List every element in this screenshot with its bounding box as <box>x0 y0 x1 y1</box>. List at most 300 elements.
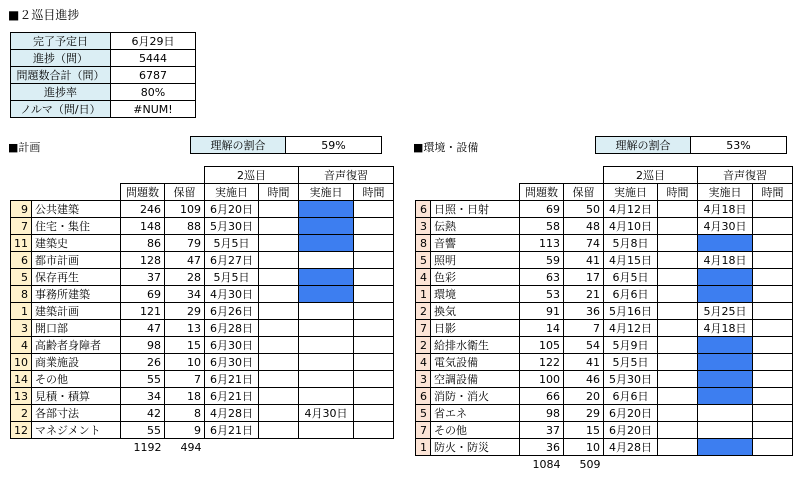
audio-date-cell[interactable]: 5月25日 <box>698 303 753 320</box>
kept-cell[interactable]: 18 <box>165 388 205 405</box>
kept-cell[interactable]: 41 <box>564 252 604 269</box>
audio-date-cell[interactable] <box>299 422 354 439</box>
count-cell[interactable]: 55 <box>121 422 165 439</box>
summary-value[interactable]: 5444 <box>111 50 196 67</box>
kept-cell[interactable]: 47 <box>165 252 205 269</box>
date-cell[interactable]: 6月21日 <box>205 371 259 388</box>
count-cell[interactable]: 37 <box>121 269 165 286</box>
rank-cell[interactable]: 3 <box>416 218 431 235</box>
count-cell[interactable]: 148 <box>121 218 165 235</box>
subject-cell[interactable]: 防火・防災 <box>431 439 520 456</box>
rank-cell[interactable]: 2 <box>416 303 431 320</box>
audio-time-cell[interactable] <box>753 235 793 252</box>
audio-time-cell[interactable] <box>753 439 793 456</box>
time-cell[interactable] <box>259 286 299 303</box>
time-cell[interactable] <box>658 269 698 286</box>
date-cell[interactable]: 6月6日 <box>604 286 658 303</box>
time-cell[interactable] <box>259 235 299 252</box>
table-row <box>416 303 793 320</box>
summary-value[interactable]: 6787 <box>111 67 196 84</box>
table-row <box>416 371 793 388</box>
date-cell[interactable]: 4月30日 <box>205 286 259 303</box>
audio-time-cell[interactable] <box>753 388 793 405</box>
audio-time-cell[interactable] <box>354 286 394 303</box>
table-row <box>11 235 394 252</box>
rank-cell[interactable]: 6 <box>416 388 431 405</box>
kept-cell[interactable]: 7 <box>165 371 205 388</box>
summary-label[interactable]: 進捗率 <box>11 84 111 101</box>
table-row <box>11 388 394 405</box>
audio-date-cell[interactable] <box>299 235 354 252</box>
rank-cell[interactable]: 2 <box>11 405 32 422</box>
count-cell[interactable]: 122 <box>520 354 564 371</box>
time-cell[interactable] <box>658 422 698 439</box>
count-cell[interactable]: 66 <box>520 388 564 405</box>
audio-time-cell[interactable] <box>753 354 793 371</box>
audio-date-cell[interactable] <box>299 371 354 388</box>
audio-time-cell[interactable] <box>753 320 793 337</box>
table-row <box>416 269 793 286</box>
date-cell[interactable]: 6月30日 <box>205 354 259 371</box>
count-cell[interactable]: 42 <box>121 405 165 422</box>
rank-cell[interactable]: 4 <box>416 354 431 371</box>
kept-cell[interactable]: 7 <box>564 320 604 337</box>
date-cell[interactable]: 4月10日 <box>604 218 658 235</box>
audio-time-cell[interactable] <box>354 388 394 405</box>
kept-cell[interactable]: 28 <box>165 269 205 286</box>
right-rate-table <box>595 136 787 154</box>
date-cell[interactable]: 6月20日 <box>604 405 658 422</box>
subject-cell[interactable]: その他 <box>32 371 121 388</box>
audio-time-cell[interactable] <box>354 201 394 218</box>
table-row <box>416 286 793 303</box>
date-cell[interactable]: 6月21日 <box>205 422 259 439</box>
time-cell[interactable] <box>259 269 299 286</box>
audio-time-cell[interactable] <box>753 405 793 422</box>
right-progress-table <box>415 166 793 472</box>
left-time-header: 時間 <box>259 184 299 201</box>
audio-time-cell[interactable] <box>354 303 394 320</box>
time-cell[interactable] <box>259 201 299 218</box>
count-cell[interactable]: 58 <box>520 218 564 235</box>
summary-value[interactable]: 80% <box>111 84 196 101</box>
time-cell[interactable] <box>658 286 698 303</box>
subject-cell[interactable]: 音響 <box>431 235 520 252</box>
count-cell[interactable]: 34 <box>121 388 165 405</box>
subject-cell[interactable]: 環境 <box>431 286 520 303</box>
count-cell[interactable]: 69 <box>520 201 564 218</box>
audio-date-cell[interactable] <box>299 252 354 269</box>
audio-date-cell[interactable] <box>698 371 753 388</box>
summary-label[interactable]: 完了予定日 <box>11 33 111 50</box>
summary-value[interactable]: #NUM! <box>111 101 196 118</box>
audio-time-cell[interactable] <box>753 218 793 235</box>
right-rate-label[interactable]: 理解の割合 <box>596 137 691 154</box>
audio-date-cell[interactable] <box>698 286 753 303</box>
audio-date-cell[interactable]: 4月30日 <box>299 405 354 422</box>
subject-cell[interactable]: 各部寸法 <box>32 405 121 422</box>
time-cell[interactable] <box>259 354 299 371</box>
kept-cell[interactable]: 36 <box>564 303 604 320</box>
time-cell[interactable] <box>658 218 698 235</box>
rank-cell[interactable]: 1 <box>416 439 431 456</box>
count-cell[interactable]: 47 <box>121 320 165 337</box>
table-row <box>11 252 394 269</box>
subject-cell[interactable]: 日影 <box>431 320 520 337</box>
audio-date-cell[interactable] <box>698 439 753 456</box>
date-cell[interactable]: 4月28日 <box>205 405 259 422</box>
table-row <box>11 422 394 439</box>
date-cell[interactable]: 5月5日 <box>604 354 658 371</box>
count-cell[interactable]: 113 <box>520 235 564 252</box>
table-row <box>416 218 793 235</box>
table-row <box>11 201 394 218</box>
audio-date-cell[interactable] <box>299 320 354 337</box>
rank-cell[interactable]: 13 <box>11 388 32 405</box>
summary-label[interactable]: ノルマ（問/日） <box>11 101 111 118</box>
rank-cell[interactable]: 3 <box>416 371 431 388</box>
kept-cell[interactable]: 13 <box>165 320 205 337</box>
date-cell[interactable]: 5月16日 <box>604 303 658 320</box>
summary-row <box>11 101 196 118</box>
kept-cell[interactable]: 17 <box>564 269 604 286</box>
summary-row <box>11 67 196 84</box>
rank-cell[interactable]: 6 <box>416 201 431 218</box>
rank-cell[interactable]: 4 <box>11 337 32 354</box>
subject-cell[interactable]: 色彩 <box>431 269 520 286</box>
time-cell[interactable] <box>259 320 299 337</box>
kept-cell[interactable]: 29 <box>165 303 205 320</box>
date-cell[interactable]: 4月12日 <box>604 320 658 337</box>
date-cell[interactable]: 6月20日 <box>604 422 658 439</box>
subject-cell[interactable]: 商業施設 <box>32 354 121 371</box>
count-cell[interactable]: 26 <box>121 354 165 371</box>
subject-cell[interactable]: 省エネ <box>431 405 520 422</box>
subject-cell[interactable]: マネジメント <box>32 422 121 439</box>
audio-time-cell[interactable] <box>753 303 793 320</box>
right-time-header: 時間 <box>658 184 698 201</box>
kept-cell[interactable]: 10 <box>165 354 205 371</box>
rank-cell[interactable]: 7 <box>416 320 431 337</box>
audio-date-cell[interactable] <box>698 354 753 371</box>
kept-cell[interactable]: 10 <box>564 439 604 456</box>
time-cell[interactable] <box>658 320 698 337</box>
kept-cell[interactable]: 109 <box>165 201 205 218</box>
summary-value[interactable]: 6月29日 <box>111 33 196 50</box>
audio-time-cell[interactable] <box>354 422 394 439</box>
table-row <box>11 303 394 320</box>
right-audio-time-header: 時間 <box>753 184 793 201</box>
left-date-header: 実施日 <box>205 184 259 201</box>
subject-cell[interactable]: 住宅・集住 <box>32 218 121 235</box>
count-cell[interactable]: 59 <box>520 252 564 269</box>
kept-cell[interactable]: 15 <box>165 337 205 354</box>
audio-time-cell[interactable] <box>753 201 793 218</box>
right-audio-header: 音声復習 <box>698 167 793 184</box>
audio-time-cell[interactable] <box>354 252 394 269</box>
page-title: ■２巡目進捗 <box>8 8 80 22</box>
rank-cell[interactable]: 1 <box>11 303 32 320</box>
audio-date-cell[interactable] <box>299 218 354 235</box>
subject-cell[interactable]: 消防・消火 <box>431 388 520 405</box>
audio-time-cell[interactable] <box>354 354 394 371</box>
date-cell[interactable]: 5月30日 <box>205 218 259 235</box>
audio-date-cell[interactable] <box>299 337 354 354</box>
subject-cell[interactable]: 公共建築 <box>32 201 121 218</box>
audio-date-cell[interactable] <box>299 286 354 303</box>
table-row <box>416 235 793 252</box>
kept-cell[interactable]: 88 <box>165 218 205 235</box>
count-cell[interactable]: 246 <box>121 201 165 218</box>
rank-cell[interactable]: 9 <box>11 201 32 218</box>
summary-row <box>11 84 196 101</box>
kept-cell[interactable]: 48 <box>564 218 604 235</box>
left-audio-date-header: 実施日 <box>299 184 354 201</box>
kept-cell[interactable]: 34 <box>165 286 205 303</box>
audio-time-cell[interactable] <box>753 371 793 388</box>
count-cell[interactable]: 36 <box>520 439 564 456</box>
right-rate-value[interactable]: 53% <box>691 137 787 154</box>
time-cell[interactable] <box>658 354 698 371</box>
summary-table <box>10 32 196 118</box>
table-row <box>11 405 394 422</box>
left-section-title: ■計画 <box>8 141 41 154</box>
audio-date-cell[interactable] <box>299 303 354 320</box>
audio-time-cell[interactable] <box>354 320 394 337</box>
rank-cell[interactable]: 14 <box>11 371 32 388</box>
subject-cell[interactable]: 建築計画 <box>32 303 121 320</box>
date-cell[interactable]: 6月26日 <box>205 303 259 320</box>
audio-date-cell[interactable]: 4月18日 <box>698 320 753 337</box>
rank-cell[interactable]: 10 <box>11 354 32 371</box>
audio-time-cell[interactable] <box>753 422 793 439</box>
rank-cell[interactable]: 6 <box>11 252 32 269</box>
date-cell[interactable]: 6月30日 <box>205 337 259 354</box>
left-rate-value[interactable]: 59% <box>286 137 382 154</box>
subject-cell[interactable]: 日照・日射 <box>431 201 520 218</box>
time-cell[interactable] <box>658 405 698 422</box>
kept-cell[interactable]: 50 <box>564 201 604 218</box>
audio-date-cell[interactable] <box>698 337 753 354</box>
audio-date-cell[interactable]: 4月18日 <box>698 252 753 269</box>
subject-cell[interactable]: 建築史 <box>32 235 121 252</box>
date-cell[interactable]: 5月30日 <box>604 371 658 388</box>
left-total-count: 1192 <box>133 440 162 454</box>
audio-time-cell[interactable] <box>354 371 394 388</box>
subject-cell[interactable]: その他 <box>431 422 520 439</box>
audio-time-cell[interactable] <box>753 337 793 354</box>
date-cell[interactable]: 6月28日 <box>205 320 259 337</box>
rank-cell[interactable]: 11 <box>11 235 32 252</box>
subject-cell[interactable]: 電気設備 <box>431 354 520 371</box>
count-cell[interactable]: 128 <box>121 252 165 269</box>
audio-time-cell[interactable] <box>354 405 394 422</box>
date-cell[interactable]: 6月20日 <box>205 201 259 218</box>
audio-date-cell[interactable] <box>299 269 354 286</box>
summary-row <box>11 50 196 67</box>
kept-cell[interactable]: 20 <box>564 388 604 405</box>
kept-cell[interactable]: 29 <box>564 405 604 422</box>
rank-cell[interactable]: 7 <box>416 422 431 439</box>
table-row <box>416 201 793 218</box>
audio-time-cell[interactable] <box>354 218 394 235</box>
summary-row <box>11 33 196 50</box>
audio-date-cell[interactable] <box>698 405 753 422</box>
table-row <box>416 439 793 456</box>
time-cell[interactable] <box>658 388 698 405</box>
rank-cell[interactable]: 12 <box>11 422 32 439</box>
kept-cell[interactable]: 9 <box>165 422 205 439</box>
count-cell[interactable]: 105 <box>520 337 564 354</box>
left-progress-table <box>10 166 394 455</box>
audio-time-cell[interactable] <box>753 286 793 303</box>
left-audio-time-header: 時間 <box>354 184 394 201</box>
kept-cell[interactable]: 46 <box>564 371 604 388</box>
rank-cell[interactable]: 8 <box>11 286 32 303</box>
subject-cell[interactable]: 事務所建築 <box>32 286 121 303</box>
time-cell[interactable] <box>259 422 299 439</box>
table-row <box>11 286 394 303</box>
subject-cell[interactable]: 開口部 <box>32 320 121 337</box>
date-cell[interactable]: 5月5日 <box>205 235 259 252</box>
kept-cell[interactable]: 8 <box>165 405 205 422</box>
kept-cell[interactable]: 74 <box>564 235 604 252</box>
time-cell[interactable] <box>259 337 299 354</box>
date-cell[interactable]: 6月6日 <box>604 388 658 405</box>
right-audio-date-header: 実施日 <box>698 184 753 201</box>
table-row <box>416 320 793 337</box>
audio-date-cell[interactable] <box>299 388 354 405</box>
table-row <box>11 337 394 354</box>
left-rate-table <box>190 136 382 154</box>
rank-cell[interactable]: 5 <box>416 405 431 422</box>
kept-cell[interactable]: 41 <box>564 354 604 371</box>
subject-cell[interactable]: 照明 <box>431 252 520 269</box>
time-cell[interactable] <box>259 371 299 388</box>
audio-time-cell[interactable] <box>354 337 394 354</box>
left-total-kept: 494 <box>180 440 202 454</box>
table-row <box>11 354 394 371</box>
left-round2-header: 2巡目 <box>205 167 299 184</box>
rank-cell[interactable]: 7 <box>11 218 32 235</box>
count-cell[interactable]: 14 <box>520 320 564 337</box>
count-cell[interactable]: 63 <box>520 269 564 286</box>
time-cell[interactable] <box>658 303 698 320</box>
subject-cell[interactable]: 給排水衛生 <box>431 337 520 354</box>
date-cell[interactable]: 5月5日 <box>205 269 259 286</box>
time-cell[interactable] <box>259 252 299 269</box>
date-cell[interactable]: 4月12日 <box>604 201 658 218</box>
rank-cell[interactable]: 5 <box>11 269 32 286</box>
count-cell[interactable]: 69 <box>121 286 165 303</box>
subject-cell[interactable]: 空調設備 <box>431 371 520 388</box>
right-total-count: 1084 <box>532 457 561 471</box>
table-row <box>11 320 394 337</box>
rank-cell[interactable]: 8 <box>416 235 431 252</box>
date-cell[interactable]: 5月9日 <box>604 337 658 354</box>
time-cell[interactable] <box>658 439 698 456</box>
time-cell[interactable] <box>658 235 698 252</box>
count-cell[interactable]: 98 <box>121 337 165 354</box>
rank-cell[interactable]: 5 <box>416 252 431 269</box>
right-kept-header: 保留 <box>564 184 604 201</box>
kept-cell[interactable]: 21 <box>564 286 604 303</box>
subject-cell[interactable]: 高齢者身障者 <box>32 337 121 354</box>
table-row <box>416 337 793 354</box>
table-row <box>416 405 793 422</box>
date-cell[interactable]: 4月28日 <box>604 439 658 456</box>
rank-cell[interactable]: 3 <box>11 320 32 337</box>
kept-cell[interactable]: 15 <box>564 422 604 439</box>
audio-date-cell[interactable]: 4月30日 <box>698 218 753 235</box>
time-cell[interactable] <box>658 371 698 388</box>
rank-cell[interactable]: 4 <box>416 269 431 286</box>
audio-date-cell[interactable] <box>299 201 354 218</box>
right-date-header: 実施日 <box>604 184 658 201</box>
count-cell[interactable]: 91 <box>520 303 564 320</box>
kept-cell[interactable]: 54 <box>564 337 604 354</box>
date-cell[interactable]: 6月27日 <box>205 252 259 269</box>
table-row <box>11 269 394 286</box>
subject-cell[interactable]: 都市計画 <box>32 252 121 269</box>
rank-cell[interactable]: 2 <box>416 337 431 354</box>
time-cell[interactable] <box>658 252 698 269</box>
audio-date-cell[interactable]: 4月18日 <box>698 201 753 218</box>
audio-date-cell[interactable] <box>698 269 753 286</box>
count-cell[interactable]: 121 <box>121 303 165 320</box>
time-cell[interactable] <box>259 303 299 320</box>
count-cell[interactable]: 55 <box>121 371 165 388</box>
table-row <box>416 422 793 439</box>
table-row <box>416 388 793 405</box>
subject-cell[interactable]: 見積・積算 <box>32 388 121 405</box>
subject-cell[interactable]: 換気 <box>431 303 520 320</box>
table-row <box>416 354 793 371</box>
time-cell[interactable] <box>658 337 698 354</box>
audio-time-cell[interactable] <box>753 252 793 269</box>
count-cell[interactable]: 100 <box>520 371 564 388</box>
right-section-title: ■環境・設備 <box>413 141 479 154</box>
time-cell[interactable] <box>259 388 299 405</box>
kept-cell[interactable]: 79 <box>165 235 205 252</box>
summary-label[interactable]: 進捗（問） <box>11 50 111 67</box>
time-cell[interactable] <box>259 218 299 235</box>
audio-date-cell[interactable] <box>698 388 753 405</box>
summary-label[interactable]: 問題数合計（問） <box>11 67 111 84</box>
time-cell[interactable] <box>259 405 299 422</box>
subject-cell[interactable]: 伝熱 <box>431 218 520 235</box>
date-cell[interactable]: 6月5日 <box>604 269 658 286</box>
date-cell[interactable]: 4月15日 <box>604 252 658 269</box>
subject-cell[interactable]: 保存再生 <box>32 269 121 286</box>
audio-date-cell[interactable] <box>698 422 753 439</box>
count-cell[interactable]: 86 <box>121 235 165 252</box>
count-cell[interactable]: 53 <box>520 286 564 303</box>
count-cell[interactable]: 37 <box>520 422 564 439</box>
audio-date-cell[interactable] <box>299 354 354 371</box>
date-cell[interactable]: 5月8日 <box>604 235 658 252</box>
audio-date-cell[interactable] <box>698 235 753 252</box>
left-count-header: 問題数 <box>121 184 165 201</box>
audio-time-cell[interactable] <box>354 235 394 252</box>
rank-cell[interactable]: 1 <box>416 286 431 303</box>
time-cell[interactable] <box>658 201 698 218</box>
audio-time-cell[interactable] <box>753 269 793 286</box>
date-cell[interactable]: 6月21日 <box>205 388 259 405</box>
audio-time-cell[interactable] <box>354 269 394 286</box>
left-rate-label[interactable]: 理解の割合 <box>191 137 286 154</box>
count-cell[interactable]: 98 <box>520 405 564 422</box>
